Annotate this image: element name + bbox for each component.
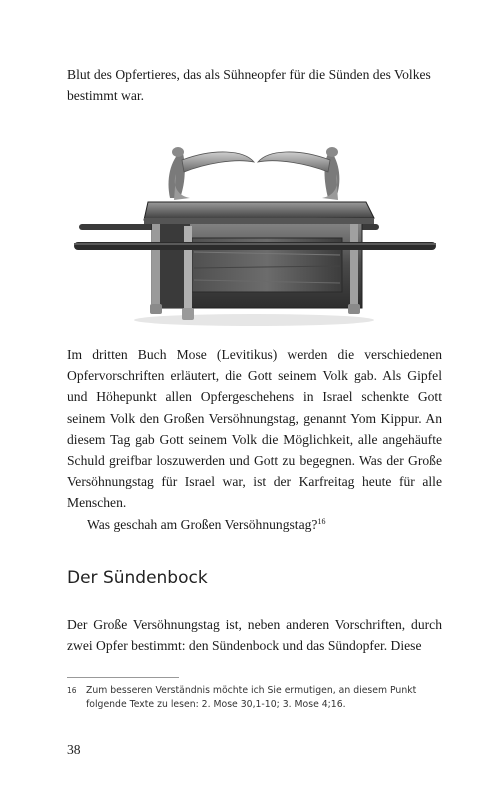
footnote-divider (67, 677, 179, 678)
section-text: Der Große Versöhnungstag ist, neben anderen Vorschriften, durch zwei Opfer bestimmt: den Sündenbock und das Sündopfer. Diese (67, 617, 442, 654)
intro-text: Blut des Opfertieres, das als Sühneopfer für die Sünden des Volkes bestimmt war. (67, 67, 431, 104)
section-heading: Der Sündenbock (67, 568, 208, 588)
body-paragraph-1: Im dritten Buch Mose (Levitikus) werden die verschiedenen Opfervorschriften erläutert, die Gott seinem Volk gab. Als Gipfel und Höhepunkt allen Opfergeschehens in Israel schenkte Gott seinem Volk den Großen Versöhnungstag, genannt Yom Kippur. An diesem Tag gab Gott seinem Volk die Möglichkeit, alle angehäufte Schuld greifbar loszuwerden und Gott zu begegnen. Was der Große Versöhnungstag für Israel war, ist der Karfreitag heute für alle Menschen. (67, 347, 442, 511)
section-paragraph (67, 614, 442, 656)
footnote (67, 684, 447, 711)
footnote-text: Zum besseren Verständnis möchte ich Sie ermutigen, an diesem Punkt folgende Texte zu lesen: 2. Mose 30,1-10; 3. Mose 4;16. (86, 685, 417, 710)
footnote-number: 16 (67, 686, 77, 695)
intro-paragraph (67, 64, 442, 106)
ark-of-the-covenant-illustration (74, 140, 436, 330)
body-paragraph-2 (67, 514, 442, 535)
footnote-reference[interactable]: 16 (317, 516, 326, 526)
body-text (67, 344, 442, 535)
page-number: 38 (67, 742, 81, 757)
question-text: Was geschah am Großen Versöhnungstag? (87, 516, 318, 532)
